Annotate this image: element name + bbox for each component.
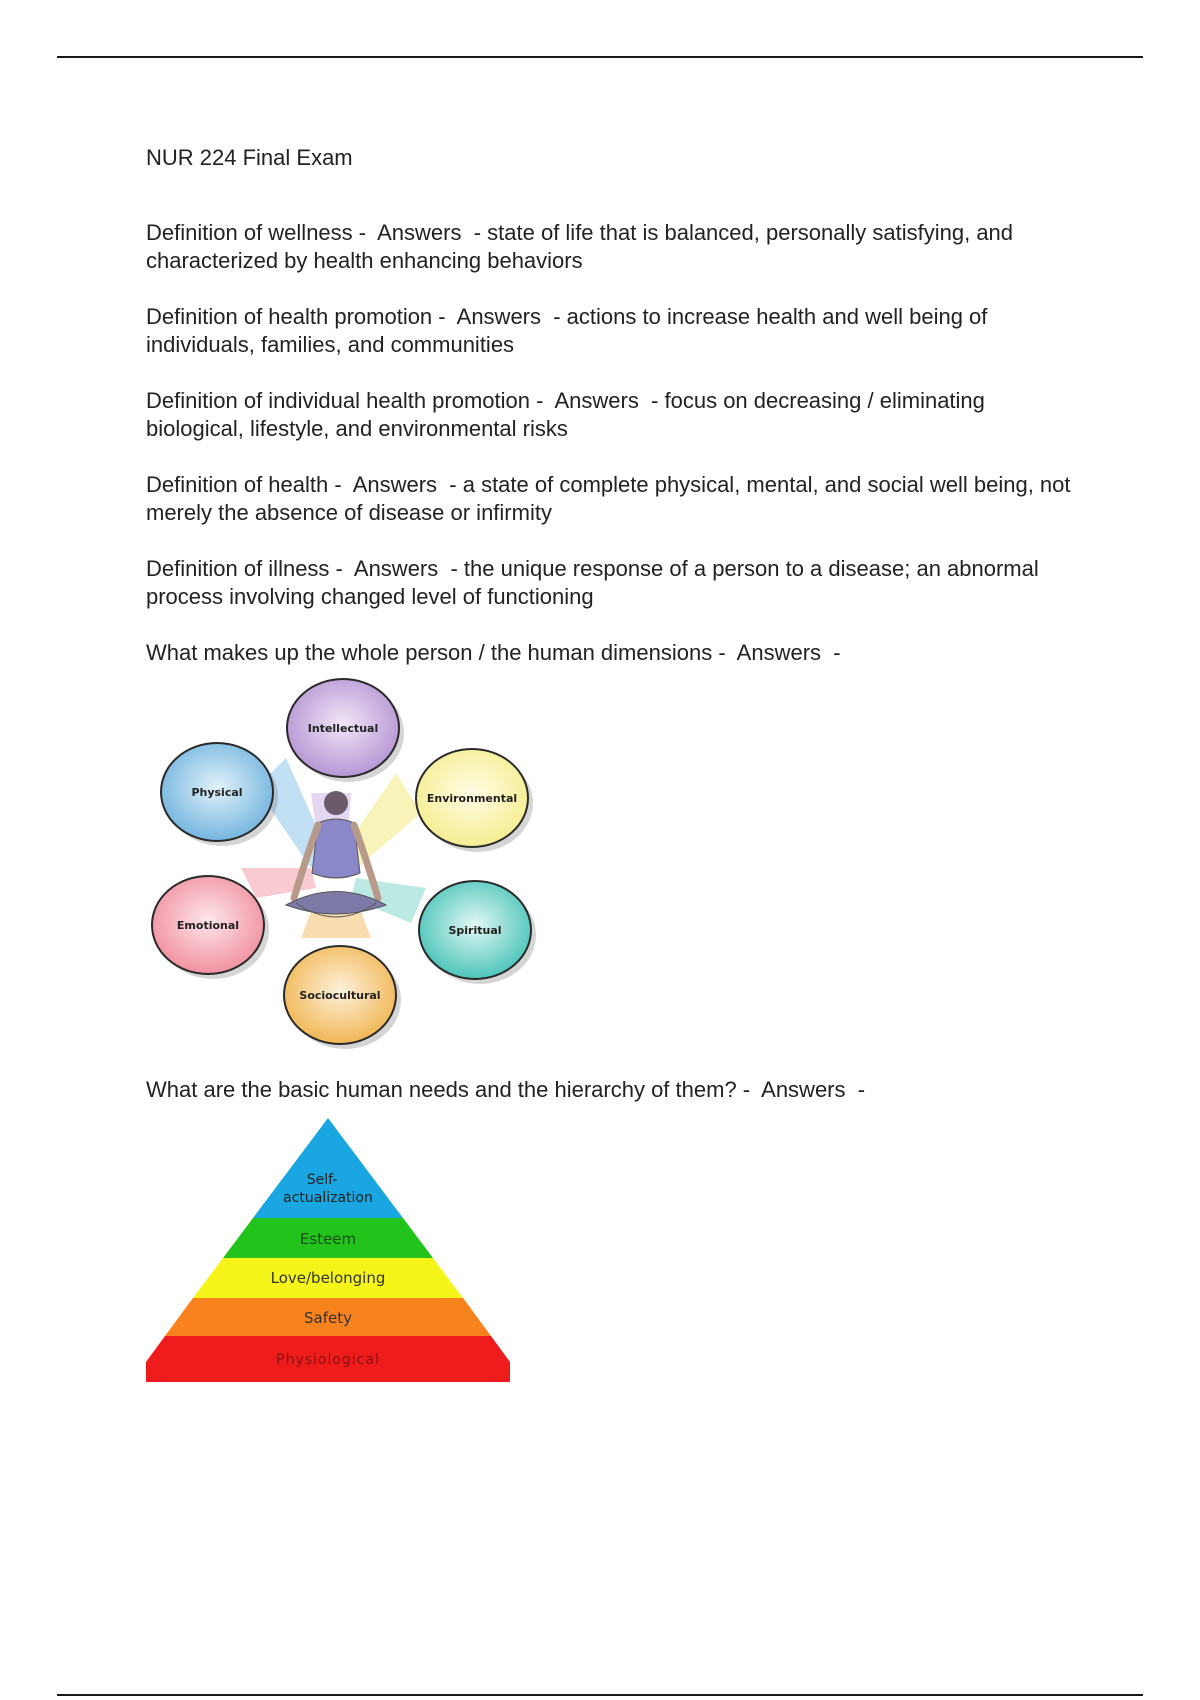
qa-item: Definition of individual health promotion - Answers - focus on decreasing / eliminating biological, lifestyle, and environmental risks bbox=[146, 388, 985, 441]
spiritual-label: Spiritual bbox=[448, 924, 502, 937]
qa-item: Definition of wellness - Answers - state of life that is balanced, personally satisfying, and characterized by health enhancing behaviors bbox=[146, 220, 1014, 273]
self-actualization-label-line1: Self- bbox=[306, 1172, 338, 1188]
environmental-label: Environmental bbox=[426, 792, 518, 805]
question-text: Definition of wellness bbox=[146, 220, 359, 245]
safety-label: Safety bbox=[304, 1309, 352, 1327]
needs-hierarchy-pyramid bbox=[146, 1112, 516, 1387]
environmental-bubble bbox=[416, 749, 533, 852]
physical-bubble bbox=[161, 743, 278, 846]
qa-item: Definition of health - Answers - a state of complete physical, mental, and social well being, not merely the absence of disease or infirmity bbox=[146, 472, 1071, 525]
esteem-label: Esteem bbox=[299, 1230, 357, 1248]
self-actualization-label-line2: actualization bbox=[283, 1190, 373, 1206]
answer-text: state of life that is balanced, personally satisfying, and characterized by health enhancing behaviors bbox=[146, 220, 1014, 273]
qa-item: What makes up the whole person / the human dimensions - Answers - bbox=[146, 640, 847, 665]
footer-rule bbox=[57, 1694, 1143, 1696]
question-text: Definition of health bbox=[146, 472, 335, 497]
answer-text: the unique response of a person to a disease; an abnormal process involving changed level of functioning bbox=[146, 556, 1039, 609]
question-text: Definition of individual health promotion bbox=[146, 388, 537, 413]
sociocultural-bubble bbox=[284, 946, 401, 1049]
spiritual-bubble bbox=[419, 881, 536, 984]
intellectual-bubble bbox=[287, 679, 404, 782]
answers-label: Answers bbox=[736, 640, 822, 665]
answer-text: focus on decreasing / eliminating biological, lifestyle, and environmental risks bbox=[146, 388, 985, 441]
header-rule bbox=[57, 56, 1143, 58]
answers-label: Answers bbox=[352, 472, 438, 497]
question-text: What makes up the whole person / the human dimensions bbox=[146, 640, 719, 665]
document-title: NUR 224 Final Exam bbox=[146, 145, 353, 170]
answer-text: a state of complete physical, mental, and social well being, not merely the absence of disease or infirmity bbox=[146, 472, 1071, 525]
intellectual-label: Intellectual bbox=[307, 722, 379, 735]
answers-label: Answers bbox=[456, 304, 541, 329]
physiological-label: Physiological bbox=[276, 1352, 380, 1368]
physical-label: Physical bbox=[191, 786, 243, 799]
human-dimensions-figure bbox=[146, 673, 536, 1058]
answers-label: Answers bbox=[353, 556, 439, 581]
emotional-bubble bbox=[152, 876, 269, 979]
qa-item: Definition of health promotion - Answers - actions to increase health and well being of individuals, families, and communities bbox=[146, 304, 988, 357]
sociocultural-label: Sociocultural bbox=[299, 989, 381, 1002]
answer-text: actions to increase health and well being of individuals, families, and communities bbox=[146, 304, 988, 357]
document-body bbox=[146, 145, 1086, 1387]
answers-label: Answers bbox=[761, 1077, 846, 1102]
answers-label: Answers bbox=[554, 388, 639, 413]
question-text: Definition of illness bbox=[146, 556, 336, 581]
qa-item: What are the basic human needs and the hierarchy of them? - Answers - bbox=[146, 1077, 872, 1102]
answers-label: Answers bbox=[377, 220, 462, 245]
question-text: Definition of health promotion bbox=[146, 304, 439, 329]
qa-item: Definition of illness - Answers - the unique response of a person to a disease; an abnormal process involving changed level of functioning bbox=[146, 556, 1039, 609]
love-belonging-label: Love/belonging bbox=[270, 1269, 386, 1287]
question-text: What are the basic human needs and the hierarchy of them? bbox=[146, 1077, 743, 1102]
emotional-label: Emotional bbox=[176, 919, 240, 932]
